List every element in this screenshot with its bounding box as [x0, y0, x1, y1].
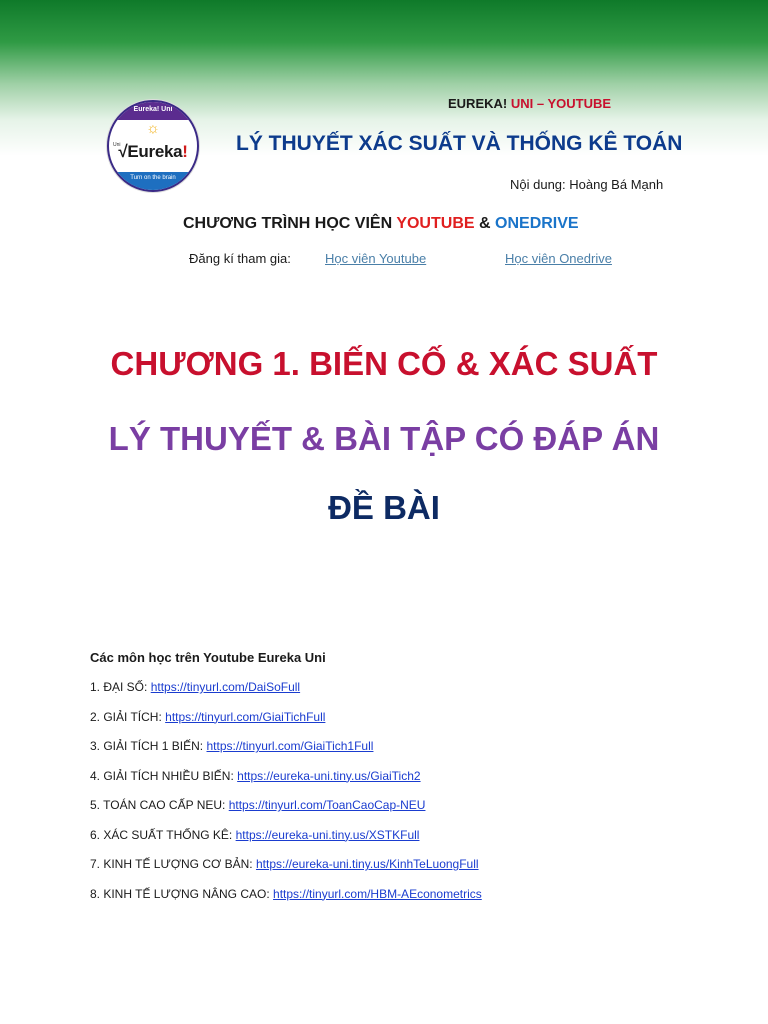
eureka-logo — [107, 100, 199, 192]
list-item — [90, 857, 482, 887]
brand-suffix: UNI – YOUTUBE — [510, 96, 612, 111]
lightbulb-icon: ☼ — [146, 120, 160, 137]
course-link[interactable]: https://eureka-uni.tiny.us/GiaiTich2 — [237, 768, 421, 783]
course-label: 8. KINH TẾ LƯỢNG NÂNG CAO: — [90, 886, 270, 901]
course-list — [90, 680, 482, 916]
brand-prefix: EUREKA! — [448, 96, 508, 111]
onedrive-member-link[interactable]: Học viên Onedrive — [505, 251, 612, 266]
course-label: 7. KINH TẾ LƯỢNG CƠ BẢN: — [90, 857, 253, 871]
logo-exclamation: ! — [182, 142, 188, 161]
course-label: 2. GIẢI TÍCH: — [90, 709, 162, 724]
register-label: Đăng kí tham gia: — [189, 251, 291, 266]
program-prefix: CHƯƠNG TRÌNH HỌC VIÊN — [183, 215, 393, 232]
courses-heading: Các môn học trên Youtube Eureka Uni — [90, 650, 326, 665]
course-label: 1. ĐẠI SỐ: — [90, 680, 148, 694]
course-link[interactable]: https://tinyurl.com/HBM-AEconometrics — [273, 886, 482, 901]
logo-word: √Eureka! — [118, 142, 188, 161]
program-onedrive: ONEDRIVE — [495, 215, 579, 232]
section-title: ĐỀ BÀI — [328, 489, 440, 526]
list-item — [90, 710, 482, 740]
program-youtube: YOUTUBE — [396, 215, 475, 232]
course-link[interactable]: https://tinyurl.com/DaiSoFull — [150, 680, 301, 694]
course-label: 3. GIẢI TÍCH 1 BIẾN: — [90, 739, 204, 753]
chapter-subtitle: LÝ THUYẾT & BÀI TẬP CÓ ĐÁP ÁN — [108, 420, 660, 457]
brand-line — [0, 96, 768, 111]
course-label: 6. XÁC SUẤT THỐNG KÊ: — [90, 827, 233, 842]
list-item — [90, 798, 482, 828]
course-link[interactable]: https://tinyurl.com/GiaiTich1Full — [206, 739, 374, 753]
course-link[interactable]: https://eureka-uni.tiny.us/XSTKFull — [235, 827, 420, 842]
course-label: 5. TOÁN CAO CẤP NEU: — [90, 798, 226, 812]
youtube-member-link[interactable]: Học viên Youtube — [325, 251, 427, 266]
list-item — [90, 680, 482, 710]
program-heading — [183, 215, 579, 233]
course-label: 4. GIẢI TÍCH NHIỀU BIẾN: — [90, 768, 234, 783]
course-link[interactable]: https://eureka-uni.tiny.us/KinhTeLuongFull — [255, 857, 479, 871]
logo-word-text: Eureka — [127, 142, 183, 161]
list-item — [90, 828, 482, 858]
logo-bottom-text: Turn on the brain — [109, 172, 197, 190]
list-item — [90, 739, 482, 769]
logo-top-text: Eureka! Uni — [109, 102, 197, 120]
course-title: LÝ THUYẾT XÁC SUẤT VÀ THỐNG KÊ TOÁN — [236, 132, 683, 155]
list-item — [90, 887, 482, 917]
list-item — [90, 769, 482, 799]
logo-small-text: Uni — [113, 142, 121, 148]
chapter-title: CHƯƠNG 1. BIẾN CỐ & XÁC SUẤT — [110, 345, 658, 382]
course-link[interactable]: https://tinyurl.com/ToanCaoCap-NEU — [228, 798, 426, 812]
author-credit: Nội dung: Hoàng Bá Mạnh — [510, 177, 664, 192]
course-link[interactable]: https://tinyurl.com/GiaiTichFull — [165, 709, 326, 724]
program-amp: & — [479, 215, 491, 232]
